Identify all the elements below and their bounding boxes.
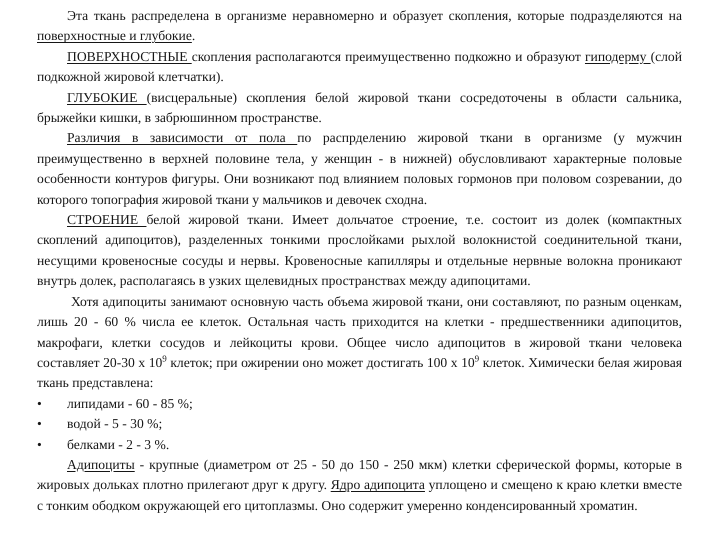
underlined-term: Ядро адипоцита bbox=[330, 477, 425, 493]
list-item-text: липидами - 60 - 85 %; bbox=[67, 395, 193, 411]
text: по распрделению жировой ткани в организме (у мужчин преимущественно в верхней половине тела, у женщин - в нижней) обусловливают характерные половые особенности контуров фигуры. Они возникают под влиянием половых гормонов при половом созревании, до которого топография жировой ткани у мальчиков и девочек сходна. bbox=[37, 130, 682, 207]
text: скопления располагаются преимущественно подкожно и образуют bbox=[191, 48, 585, 64]
composition-list bbox=[37, 394, 682, 455]
list-item bbox=[37, 435, 682, 455]
paragraph-superficial bbox=[37, 47, 682, 88]
text: - крупные (диаметром от 25 - 50 до 150 - 250 мкм) клетки сферической формы, которые в жировых дольках плотно прилегают друг к другу. bbox=[37, 456, 682, 493]
text: (слой подкожной жировой клетчатки). bbox=[37, 48, 682, 85]
text: уплощено и смещено к краю клетки вместе с тонким ободком окружающей его цитоплазмы. Оно содержит умеренно конденсированный хроматин. bbox=[37, 477, 683, 513]
paragraph-deep bbox=[37, 88, 682, 129]
underlined-term: гиподерму bbox=[584, 48, 651, 64]
text: клеток. Химически белая жировая ткань представлена: bbox=[37, 354, 682, 391]
bullet-icon: • bbox=[37, 395, 42, 411]
text: Хотя адипоциты занимают основную часть объема жировой ткани, они составляют, по разным оценкам, лишь 20 - 60 % числа ее клеток. Остальная часть приходится на клетки - предшественники адипоцитов, макрофаги, клетки сосудов и лейкоциты крови. Общее число адипоцитов в жировой ткани человека составляет 20-30 х 10 bbox=[37, 293, 682, 370]
list-item bbox=[37, 414, 682, 434]
document-body bbox=[37, 6, 682, 516]
paragraph-structure bbox=[37, 210, 682, 292]
paragraph-distribution bbox=[37, 6, 682, 47]
underlined-term: поверхностные и глубокие bbox=[37, 28, 192, 44]
superscript: 9 bbox=[474, 353, 480, 364]
paragraph-adipocytes bbox=[37, 455, 682, 516]
paragraph-adipocyte-count bbox=[37, 292, 682, 394]
heading-superficial: ПОВЕРХНОСТНЫЕ bbox=[67, 48, 192, 64]
list-item-text: белками - 2 - 3 %. bbox=[67, 436, 170, 452]
text: (висцеральные) скопления белой жировой ткани сосредоточены в области сальника, брыжейки кишки, в забрюшинном пространстве. bbox=[37, 89, 682, 126]
heading-structure: СТРОЕНИЕ bbox=[67, 212, 147, 228]
underlined-term: Адипоциты bbox=[67, 456, 135, 472]
text: клеток; при ожирении оно может достигать 100 х 10 bbox=[166, 354, 475, 370]
list-item-text: водой - 5 - 30 %; bbox=[67, 416, 163, 432]
text: Эта ткань распределена в организме неравномерно и образует скопления, которые подразделяются на bbox=[67, 8, 682, 23]
list-item bbox=[37, 394, 682, 414]
underlined-term: Различия в зависимости от пола bbox=[67, 130, 298, 146]
bullet-icon: • bbox=[37, 436, 42, 452]
bullet-icon: • bbox=[37, 416, 42, 432]
text: . bbox=[191, 28, 196, 44]
superscript: 9 bbox=[162, 353, 167, 364]
heading-deep: ГЛУБОКИЕ bbox=[67, 89, 147, 105]
text: белой жировой ткани. Имеет дольчатое строение, т.е. состоит из долек (компактных скоплений адипоцитов), разделенных тонкими прослойками рыхлой волокнистой соединительной ткани, несущими кровеносные сосуды и нервы. Кровеносные капилляры и отдельные нервные волокна проникают внутрь долек, располагаясь в узких щелевидных пространствах между адипоцитами. bbox=[37, 212, 682, 289]
paragraph-sex-differences bbox=[37, 128, 682, 210]
